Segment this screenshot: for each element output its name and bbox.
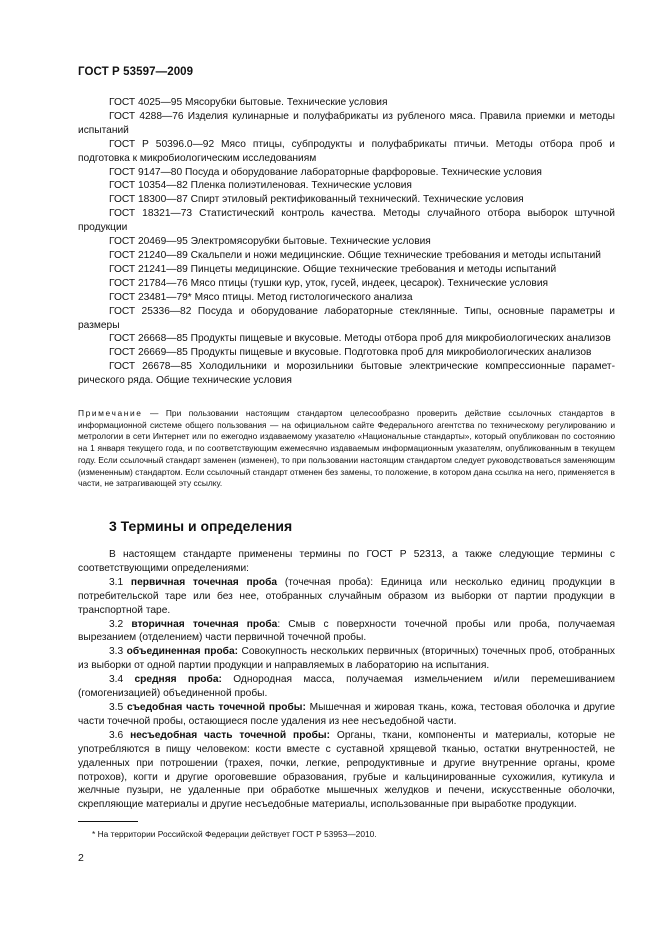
- reference-item: ГОСТ Р 50396.0—92 Мясо птицы, субпродукты и полуфабрикаты птичьи. Методы отбора проб и подготовка к микробиологическим исследованиям: [78, 138, 615, 164]
- note-text: — При пользовании настоящим стандартом целесообразно проверить действие ссылочных стандартов в информационной системе общего пользования — на официальном сайте Федерального агентства по техническому регулированию и метрологии в сети Интернет или по ежегодно издаваемому указателю «Национальные стандарты», который опубликован по состоянию на 1 января текущего года, и по соответствующим ежемесячно издаваемым информационным указателям, опубликованным в текущем году. Если ссылочный стандарт заменен (изменен), то при пользовании настоящим стандартом следует руководствоваться заменяющим (измененным) стандартом. Если ссылочный стандарт отменен без замены, то положение, в котором дана ссылка на него, применяется в части, не затрагивающей эту ссылку.: [78, 408, 615, 489]
- reference-item: ГОСТ 21240—89 Скальпели и ножи медицинские. Общие технические требования и методы испытаний: [109, 249, 601, 261]
- reference-item: ГОСТ 26678—85 Холодильники и морозильники бытовые электрические компрессионные параметрического ряда. Общие технические условия: [78, 361, 615, 387]
- page-number: 2: [78, 852, 84, 864]
- section-heading: 3 Термины и определения: [109, 518, 293, 534]
- reference-item: ГОСТ 26669—85 Продукты пищевые и вкусовые. Подготовка проб для микробиологических анализов: [109, 347, 592, 359]
- reference-item: ГОСТ 4288—76 Изделия кулинарные и полуфабрикаты из рубленого мяса. Правила приемки и методы испытаний: [78, 110, 615, 136]
- note-paragraph: [78, 408, 615, 490]
- term-name: несъедобная часть точечной пробы:: [130, 729, 331, 741]
- note-label: Примечание: [78, 408, 143, 418]
- term-name: средняя проба:: [134, 674, 222, 686]
- definitions-body: [78, 548, 615, 812]
- reference-item: ГОСТ 25336—82 Посуда и оборудование лабораторные стеклянные. Типы, основные параметры и размеры: [78, 305, 615, 331]
- reference-item: ГОСТ 18321—73 Статистический контроль качества. Методы случайного отбора выборок штучной продукции: [78, 208, 615, 234]
- reference-item: ГОСТ 9147—80 Посуда и оборудование лабораторные фарфоровые. Технические условия: [109, 166, 542, 178]
- references-list: [78, 96, 615, 388]
- reference-item: ГОСТ 26668—85 Продукты пищевые и вкусовые. Методы отбора проб для микробиологических анализов: [109, 333, 611, 345]
- term-name: объединенная проба:: [126, 646, 239, 658]
- reference-item: ГОСТ 10354—82 Пленка полиэтиленовая. Технические условия: [109, 180, 412, 192]
- term-name: первичная точечная проба: [130, 576, 278, 588]
- reference-item: ГОСТ 21784—76 Мясо птицы (тушки кур, уток, гусей, индеек, цесарок). Технические условия: [109, 277, 549, 289]
- term-definition: 3.1 первичная точечная проба (точечная проба): Единица или несколько единиц продукции в потребительской таре или без нее, отобранных случайным образом из выборки от партии продукции в транспортной таре.: [78, 576, 615, 616]
- reference-item: ГОСТ 21241—89 Пинцеты медицинские. Общие технические требования и методы испытаний: [109, 263, 557, 275]
- term-definition: 3.4 средняя проба: Однородная масса, получаемая измельчением и/или перемешиванием (гомогенизацией) объединенной пробы.: [78, 674, 615, 700]
- footnote-divider: [78, 821, 138, 822]
- document-header: ГОСТ Р 53597—2009: [78, 66, 194, 78]
- term-definition: 3.6 несъедобная часть точечной пробы: Органы, ткани, компоненты и материалы, которые не употребляются в пищу человеком: кости вместе с суставной хрящевой тканью, остатки внутренностей, не удаленных при потрошении (трахея, почки, легкие, репродуктивные и другие внутренние органы, кроме потрохов), когти и другие ороговевшие образования, грубые и кальцинированные сухожилия, кутикула и желчные пузыри, не удаленные при обработке мышечных желудков и печени, искусственные оболочки, скрепляющие материалы и другие несъедобные материалы, использованные при выработке продукции.: [78, 729, 616, 811]
- reference-item: ГОСТ 20469—95 Электромясорубки бытовые. Технические условия: [109, 236, 431, 248]
- reference-item: ГОСТ 4025—95 Мясорубки бытовые. Технические условия: [109, 97, 388, 108]
- reference-item: ГОСТ 23481—79* Мясо птицы. Метод гистологического анализа: [109, 291, 413, 303]
- term-name: съедобная часть точечной пробы:: [126, 701, 306, 713]
- reference-item: ГОСТ 18300—87 Спирт этиловый ректификованный технический. Технические условия: [109, 194, 524, 206]
- footnote: * На территории Российской Федерации действует ГОСТ Р 53953—2010.: [92, 829, 377, 839]
- term-definition: 3.3 объединенная проба: Совокупность нескольких первичных (вторичных) точечных проб, отобранных из выборки от одной партии продукции и направляемых в лабораторию на испытания.: [78, 646, 615, 672]
- term-definition: 3.2 вторичная точечная проба: Смыв с поверхности точечной пробы или проба, получаемая вырезанием (отделением) части первичной точечной пробы.: [78, 618, 615, 644]
- term-name: вторичная точечная проба: [131, 618, 278, 630]
- term-definition: 3.5 съедобная часть точечной пробы: Мышечная и жировая ткань, кожа, тестовая оболочка и другие части точечной пробы, остающиеся после удаления из нее несъедобной части.: [78, 701, 616, 727]
- intro-paragraph: В настоящем стандарте применены термины по ГОСТ Р 52313, а также следующие термины с соответствующими определениями:: [78, 549, 615, 574]
